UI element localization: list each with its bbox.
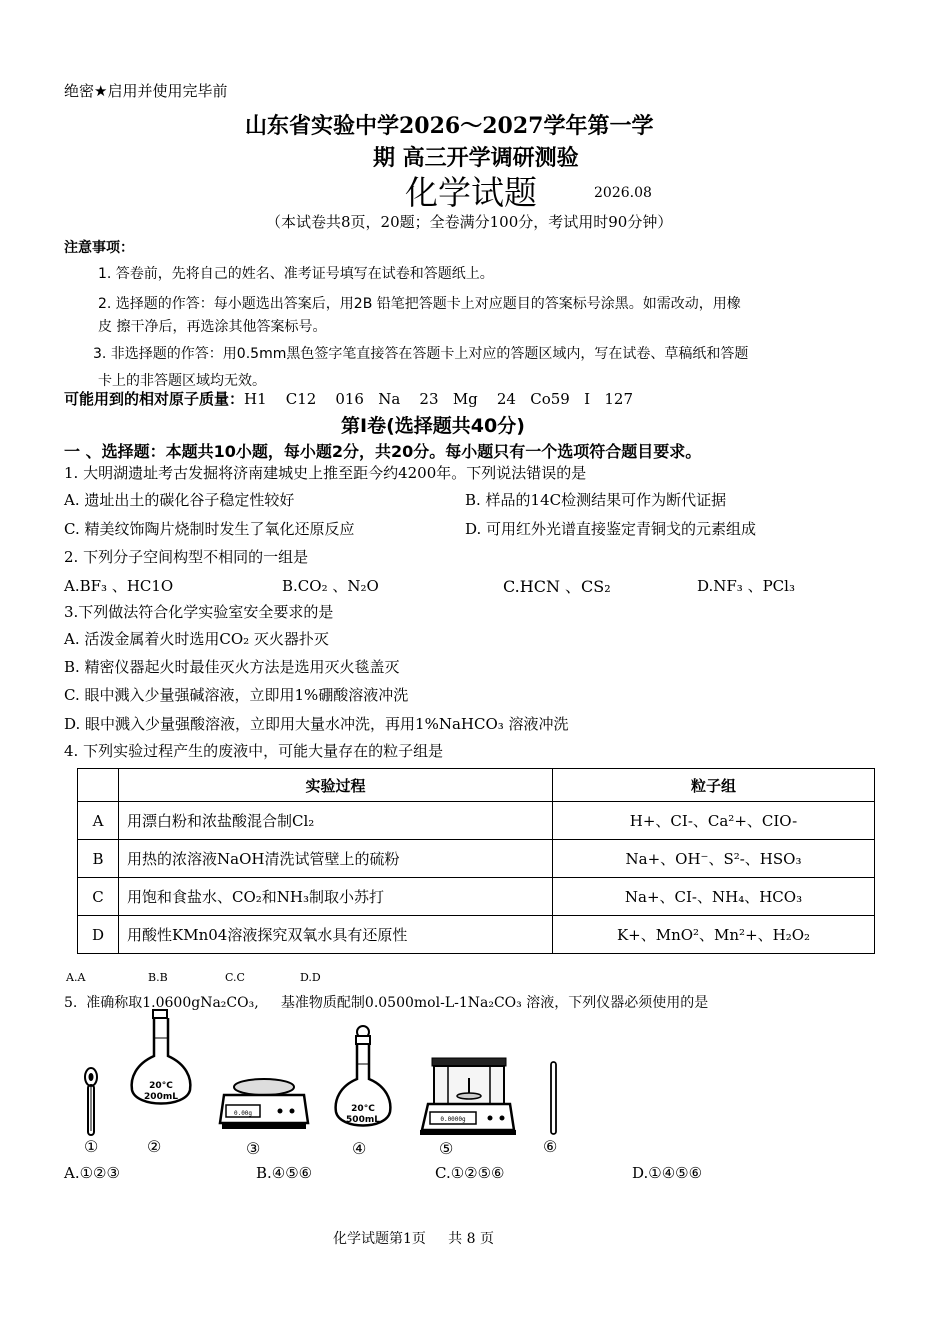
q5-option-d: D.①④⑤⑥: [632, 1164, 703, 1182]
section-1-title: 第Ⅰ卷(选择题共40分): [341, 415, 525, 437]
section-1-instruction: 一 、选择题：本题共10小题，每小题2分，共20分。每小题只有一个选项符合题目要求。: [64, 442, 702, 461]
flask2-volume: 500mL: [346, 1115, 380, 1125]
q4-option-d: D.D: [300, 971, 321, 984]
atomic-masses-values: H1 C12 016 Na 23 Mg 24 Co59 I 127: [244, 390, 633, 408]
q5-stem: 5. 准确称取1.0600gNa₂CO₃, 基准物质配制0.0500mol-L-1Na₂CO₃ 溶液，下列仪器必须使用的是: [64, 995, 709, 1011]
table-row: [78, 802, 875, 840]
q3-option-a: A. 活泼金属着火时选用CO₂ 灭火器扑灭: [64, 630, 329, 648]
table-cell: 用漂白粉和浓盐酸混合制Cl₂: [119, 802, 553, 840]
q2-option-c: C.HCN 、CS₂: [503, 577, 611, 596]
q3-option-d: D. 眼中溅入少量强酸溶液，立即用大量水冲洗，再用1%NaHCO₃ 溶液冲洗: [64, 715, 569, 733]
balance1-reading: 0.00g: [233, 1110, 253, 1117]
table-row: [78, 878, 875, 916]
instrument-label-3: ③: [246, 1139, 261, 1158]
instrument-label-4: ④: [352, 1139, 367, 1158]
exam-date: 2026.08: [594, 185, 652, 201]
q5-option-b: B.④⑤⑥: [256, 1164, 313, 1182]
note-3-line-1: 3. 非选择题的作答：用0.5mm黑色签字笔直接答在答题卡上对应的答题区域内，写在试卷、草稿纸和答题: [93, 346, 749, 362]
flask1-volume: 200mL: [144, 1092, 178, 1102]
table-header-row: [78, 769, 875, 802]
table-cell: Na+、OH⁻、S²-、HSO₃: [553, 840, 875, 878]
q4-option-a: A.A: [66, 971, 86, 984]
title-line-2: 期 高三开学调研测验: [373, 145, 579, 171]
table-cell: 用饱和食盐水、CO₂和NH₃制取小苏打: [119, 878, 553, 916]
table-cell: 用酸性KMn04溶液探究双氧水具有还原性: [119, 916, 553, 954]
glass-rod-icon: [549, 1060, 559, 1136]
subject-title: 化学试题: [405, 173, 537, 212]
table-cell: D: [78, 916, 119, 954]
pipette-icon: [80, 1065, 104, 1140]
q3-option-b: B. 精密仪器起火时最佳灭火方法是选用灭火毯盖灭: [64, 658, 400, 676]
title-line-1: 山东省实验中学2026～2027学年第一学: [245, 113, 654, 139]
q3-stem: 3.下列做法符合化学实验室安全要求的是: [64, 603, 334, 621]
note-2-line-1: 2. 选择题的作答：每小题选出答案后，用2B 铅笔把答题卡上对应题目的答案标号涂黑。如需改动，用橡: [98, 296, 741, 312]
table-header-cell: 粒子组: [553, 769, 875, 802]
secret-notice: 绝密★启用并使用完毕前: [64, 82, 228, 100]
table-header-cell: 实验过程: [119, 769, 553, 802]
table-cell: 用热的浓溶液NaOH清洗试管壁上的硫粉: [119, 840, 553, 878]
instrument-label-6: ⑥: [543, 1137, 558, 1156]
q4-stem: 4. 下列实验过程产生的废液中，可能大量存在的粒子组是: [64, 742, 444, 760]
q2-option-d: D.NF₃ 、PCl₃: [697, 577, 795, 595]
q4-option-b: B.B: [148, 971, 168, 984]
table-cell: H+、CI-、Ca²+、CIO-: [553, 802, 875, 840]
page-footer: 化学试题第1页 共 8 页: [333, 1231, 494, 1247]
q4-option-c: C.C: [225, 971, 245, 984]
q2-option-a: A.BF₃ 、HC1O: [64, 577, 174, 595]
q3-option-c: C. 眼中溅入少量强碱溶液，立即用1%硼酸溶液冲洗: [64, 686, 409, 704]
atomic-masses-label: 可能用到的相对原子质量：: [64, 390, 245, 408]
table-cell: A: [78, 802, 119, 840]
table-row: [78, 840, 875, 878]
q2-stem: 2. 下列分子空间构型不相同的一组是: [64, 548, 309, 566]
volumetric-flask-500ml-icon: [330, 1024, 396, 1134]
notes-heading: 注意事项：: [64, 240, 134, 256]
instrument-label-2: ②: [147, 1137, 162, 1156]
electronic-balance-icon: [218, 1075, 310, 1131]
q5-option-a: A.①②③: [64, 1164, 120, 1182]
table-cell: C: [78, 878, 119, 916]
note-2-line-2: 皮 擦干净后，再选涂其他答案标号。: [98, 319, 327, 335]
volumetric-flask-200ml-icon: [128, 1008, 194, 1116]
table-cell: B: [78, 840, 119, 878]
flask1-temp: 20°C: [149, 1081, 173, 1091]
note-3-line-2: 卡上的非答题区域均无效。: [98, 373, 266, 389]
instrument-label-1: ①: [84, 1137, 99, 1156]
table-cell: K+、MnO²、Mn²+、H₂O₂: [553, 916, 875, 954]
q1-option-a: A. 遗址出土的碳化谷子稳定性较好: [64, 491, 295, 509]
q1-stem: 1. 大明湖遗址考古发掘将济南建城史上推至距今约4200年。下列说法错误的是: [64, 464, 587, 482]
table-row: [78, 916, 875, 954]
flask2-temp: 20°C: [351, 1104, 375, 1114]
table-header-cell: [78, 769, 119, 802]
q1-option-d: D. 可用红外光谱直接鉴定青铜戈的元素组成: [465, 520, 757, 538]
instrument-label-5: ⑤: [439, 1139, 454, 1158]
note-1: 1. 答卷前，先将自己的姓名、准考证号填写在试卷和答题纸上。: [98, 266, 494, 282]
analytical-balance-icon: [418, 1056, 518, 1136]
q2-option-b: B.CO₂ 、N₂O: [282, 577, 379, 595]
exam-info: （本试卷共8页，20题；全卷满分100分，考试用时90分钟）: [266, 213, 673, 231]
q1-option-c: C. 精美纹饰陶片烧制时发生了氧化还原反应: [64, 520, 355, 538]
atomic-masses: [64, 388, 633, 409]
table-cell: Na+、CI-、NH₄、HCO₃: [553, 878, 875, 916]
q5-option-c: C.①②⑤⑥: [435, 1164, 505, 1182]
balance2-reading: 0.0000g: [440, 1116, 466, 1123]
q4-table: [77, 768, 875, 954]
q1-option-b: B. 样品的14C检测结果可作为断代证据: [465, 491, 727, 509]
